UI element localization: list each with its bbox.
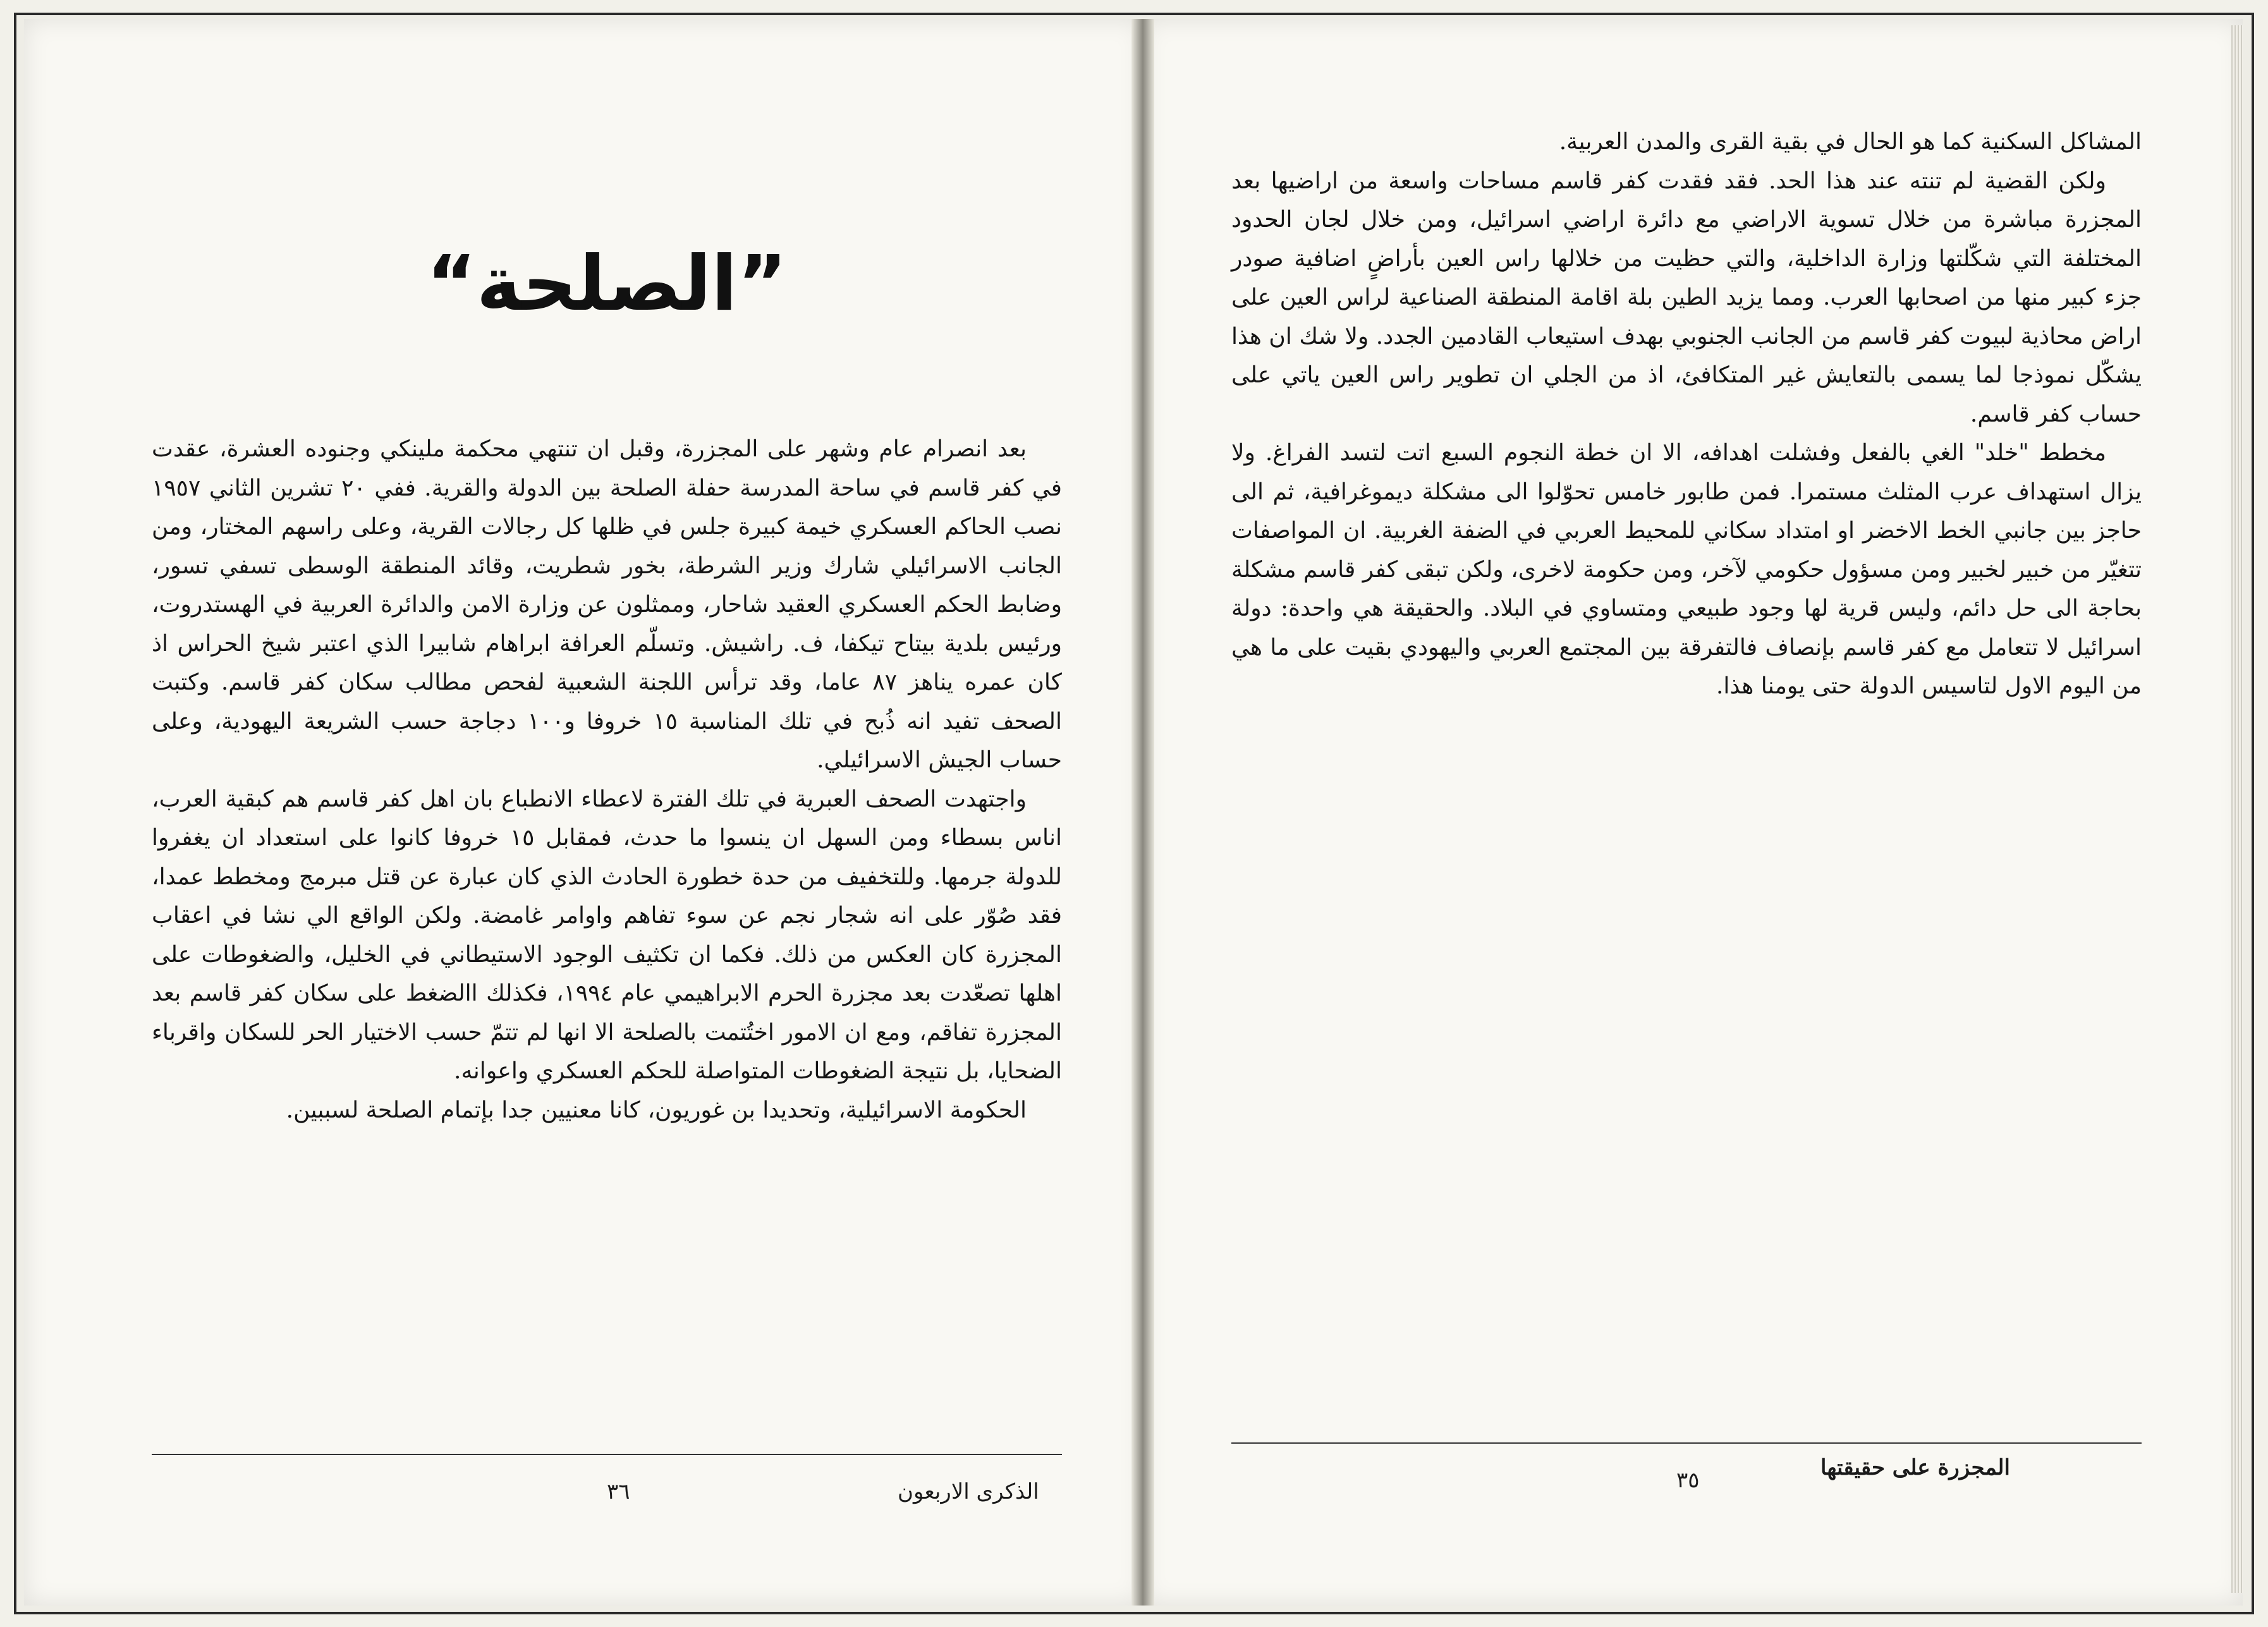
page-number-right: ٣٥ bbox=[1676, 1468, 1700, 1493]
paragraph: بعد انصرام عام وشهر على المجزرة، وقبل ان تنتهي محكمة ملينكي وجنوده العشرة، عقدت في كفر قاسم في ساحة المدرسة حفلة الصلحة بين الدولة والقرية. ففي ٢٠ تشرين الثاني ١٩٥٧ نصب الحاكم العسكري خيمة كبيرة جلس في ظلها كل رجالات القرية، وعلى راسهم المختار، ومن الجانب الاسرائيلي شارك وزير الشرطة، بخور شطريت، وقائد المنطقة الوسطى تسفي تسور، وضابط الحكم العسكري العقيد شاحار، وممثلون عن وزارة الامن والدائرة العربية في الهستدروت، ورئيس بلدية بيتاح تيكفا، ف. راشيش. وتسلّم العرافة ابراهام شابيرا الذي اعتبر شيخ الحراس اذ كان عمره يناهز ٨٧ عاما، وقد ترأس اللجنة الشعبية لفحص مطالب سكان كفر قاسم. وكتبت الصحف تفيد انه ذُبح في تلك المناسبة ١٥ خروفا و١٠٠ دجاجة حسب الشريعة اليهودية، وعلى حساب الجيش الاسرائيلي. bbox=[152, 436, 1063, 773]
show-through-right bbox=[1231, 917, 2142, 1418]
paragraph: المشاكل السكنية كما هو الحال في بقية القرى والمدن العربية. bbox=[1559, 129, 2142, 155]
book-spine bbox=[1131, 19, 1154, 1606]
footer-rule-right bbox=[1231, 1442, 2142, 1444]
paragraph: مخطط "خلد" الغي بالفعل وفشلت اهدافه، الا ان خطة النجوم السبع اتت لتسد الفراغ. ولا يزال استهداف عرب المثلث مستمرا. فمن طابور خامس تحوّلوا الى مشكلة ديموغرافية، ثم الى حاجز بين جانبي الخط الاخضر او امتداد سكاني للمحيط العربي في الضفة الغربية. ان المواصفات تتغيّر من خبير لخبير ومن مسؤول حكومي لآخر، ومن حكومة لاخرى، ولكن تبقى كفر قاسم مشكلة بحاجة الى حل دائم، وليس قرية لها وجود طبيعي ومتساوي في البلاد. والحقيقة هي واحدة: دولة اسرائيل لا تتعامل مع كفر قاسم بإنصاف فالتفرقة بين المجتمع العربي واليهودي بقيت على ما هي من اليوم الاول لتاسيس الدولة حتى يومنا هذا. bbox=[1231, 440, 2142, 699]
right-page-body bbox=[1231, 123, 2142, 706]
paragraph: ولكن القضية لم تنته عند هذا الحد. فقد فقدت كفر قاسم مساحات واسعة من اراضيها بعد المجزرة مباشرة من خلال تسوية الاراضي مع دائرة اراضي اسرائيل، ومن خلال لجان الحدود المختلفة التي شكّلتها وزارة الداخلية، والتي حظيت من خلالها راس العين بأراضٍ اضافية صودر جزء كبير منها من اصحابها العرب. ومما يزيد الطين بلة اقامة المنطقة الصناعية لراس العين على اراض محاذية لبيوت كفر قاسم من الجانب الجنوبي بهدف استيعاب القادمين الجدد. ولا شك ان هذا يشكّل نموذجا لما يسمى بالتعايش غير المتكافئ، اذ من الجلي ان تطوير راس العين ياتي على حساب كفر قاسم. bbox=[1231, 168, 2142, 427]
footer-book-title-right: المجزرة على حقيقتها bbox=[1820, 1455, 2010, 1480]
footer-rule-left bbox=[152, 1454, 1062, 1455]
paragraph: الحكومة الاسرائيلية، وتحديدا بن غوريون، كانا معنيين جدا بإتمام الصلحة لسببين. bbox=[286, 1097, 1027, 1123]
chapter-title: ”الصلحة“ bbox=[426, 240, 788, 328]
paragraph: واجتهدت الصحف العبرية في تلك الفترة لاعطاء الانطباع بان اهل كفر قاسم هم كبقية العرب، اناس بسطاء ومن السهل ان ينسوا ما حدث، فمقابل ١٥ خروفا كانوا على استعداد ان يغفروا للدولة جرمها. وللتخفيف من حدة خطورة الحادث الذي كان عبارة عن قتل مبرمج ومخطط عمدا، فقد صُوّر على انه شجار نجم عن سوء تفاهم واوامر غامضة. ولكن الواقع الي نشا في اعقاب المجزرة كان العكس من ذلك. فكما ان تكثيف الوجود الاستيطاني في الخليل، والضغوطات على اهلها تصعّدت بعد مجزرة الحرم الابراهيمي عام ١٩٩٤، فكذلك االضغط على سكان كفر قاسم بعد المجزرة تفاقم، ومع ان الامور اختُتمت بالصلحة الا انها لم تتمّ حسب الاختيار الحر للسكان واقرباء الضحايا، بل نتيجة الضغوطات المتواصلة للحكم العسكري واعوانه. bbox=[152, 786, 1063, 1084]
footer-book-title-left: الذكرى الاربعون bbox=[898, 1479, 1039, 1504]
left-page-body bbox=[152, 430, 1062, 1130]
page-number-left: ٣٦ bbox=[607, 1479, 630, 1504]
page-edges bbox=[2231, 25, 2243, 1593]
